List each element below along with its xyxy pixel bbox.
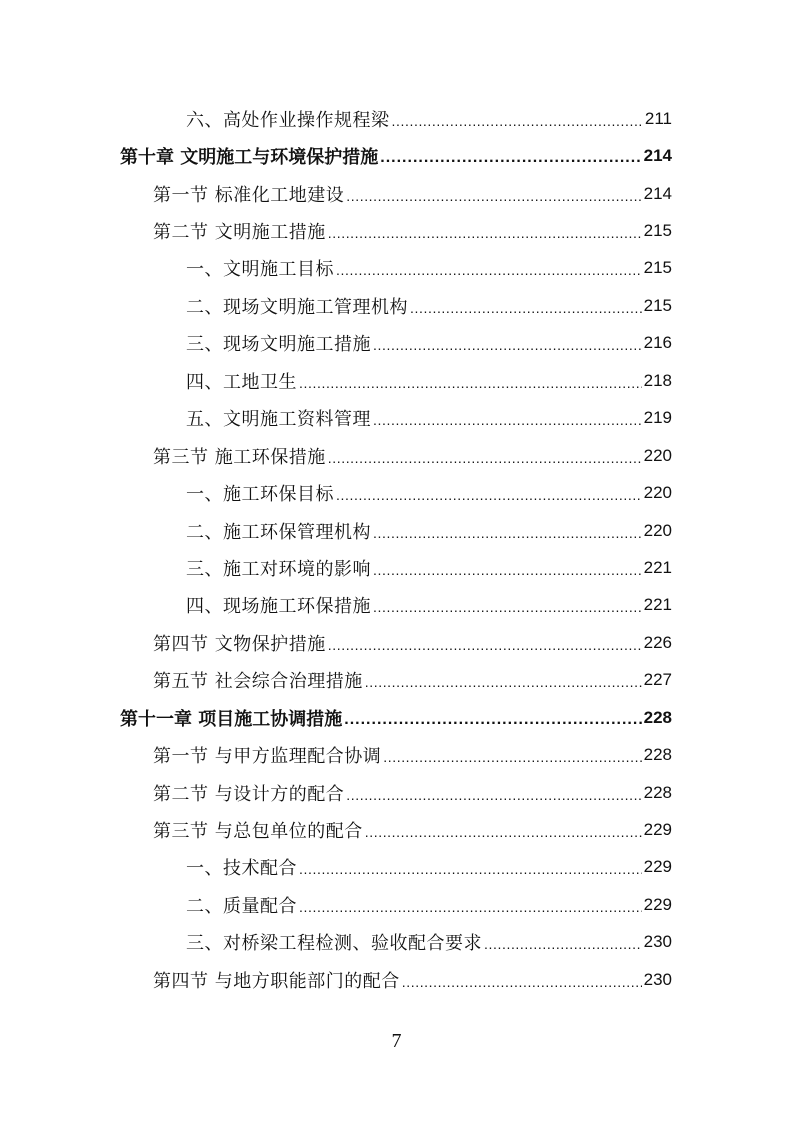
toc-dot-leader (373, 525, 642, 541)
toc-entry[interactable] (0, 325, 793, 362)
toc-entry-page: 215 (643, 221, 672, 241)
toc-entry-title: 二、质量配合 (186, 895, 297, 917)
toc-dot-leader (328, 637, 642, 653)
toc-dot-leader (346, 787, 641, 803)
toc-dot-leader (336, 487, 642, 503)
toc-dot-leader (373, 412, 642, 428)
toc-chapter-entry[interactable] (0, 137, 793, 174)
toc-entry-page: 226 (643, 632, 672, 652)
toc-entry-page: 227 (643, 670, 672, 690)
toc-entry[interactable] (0, 362, 793, 399)
toc-entry-title: 五、文明施工资料管理 (186, 409, 371, 431)
toc-entry-title: 三、对桥梁工程检测、验收配合要求 (186, 933, 482, 955)
table-of-contents (0, 100, 793, 999)
toc-entry-page: 229 (643, 820, 672, 840)
toc-entry-title: 一、技术配合 (186, 858, 297, 880)
toc-entry[interactable] (0, 250, 793, 287)
toc-entry-title: 第十章 文明施工与环境保护措施 (120, 147, 379, 169)
toc-dot-leader (336, 262, 642, 278)
toc-entry-page: 229 (643, 894, 672, 914)
toc-entry-page: 221 (643, 595, 672, 615)
toc-entry-title: 第三节 施工环保措施 (153, 446, 326, 468)
toc-entry-page: 215 (643, 258, 672, 278)
toc-entry-page: 214 (643, 183, 672, 203)
toc-section-entry[interactable] (0, 961, 793, 998)
toc-section-entry[interactable] (0, 736, 793, 773)
toc-entry-title: 四、现场施工环保措施 (186, 596, 371, 618)
toc-entry-page: 216 (643, 333, 672, 353)
toc-dot-leader (365, 824, 642, 840)
toc-dot-leader (365, 674, 642, 690)
toc-dot-leader (299, 861, 642, 877)
toc-section-entry[interactable] (0, 437, 793, 474)
toc-entry-page: 228 (643, 782, 672, 802)
toc-entry-title: 第五节 社会综合治理措施 (153, 671, 363, 693)
toc-entry-title: 二、施工环保管理机构 (186, 521, 371, 543)
toc-entry-page: 219 (643, 408, 672, 428)
toc-entry-title: 一、施工环保目标 (186, 484, 334, 506)
toc-entry-title: 第三节 与总包单位的配合 (153, 821, 363, 843)
toc-entry[interactable] (0, 549, 793, 586)
toc-entry-page: 230 (643, 932, 672, 952)
toc-dot-leader (373, 599, 642, 615)
toc-section-entry[interactable] (0, 212, 793, 249)
toc-entry-title: 第一节 与甲方监理配合协调 (153, 746, 382, 768)
toc-entry-page: 220 (643, 520, 672, 540)
toc-entry-title: 六、高处作业操作规程梁 (186, 109, 390, 131)
toc-dot-leader (410, 300, 642, 316)
toc-entry-page: 229 (643, 857, 672, 877)
toc-entry-title: 三、现场文明施工措施 (186, 334, 371, 356)
toc-entry-page: 218 (643, 370, 672, 390)
toc-entry-title: 第二节 与设计方的配合 (153, 783, 345, 805)
toc-dot-leader (299, 375, 642, 391)
toc-entry[interactable] (0, 287, 793, 324)
toc-entry[interactable] (0, 924, 793, 961)
toc-dot-leader (299, 899, 642, 915)
toc-entry-page: 211 (644, 108, 672, 128)
toc-dot-leader (392, 113, 643, 129)
toc-dot-leader (380, 149, 641, 167)
page-number: 7 (391, 1030, 402, 1052)
toc-entry-title: 第四节 与地方职能部门的配合 (153, 970, 400, 992)
toc-entry-title: 第二节 文明施工措施 (153, 222, 326, 244)
toc-section-entry[interactable] (0, 811, 793, 848)
toc-entry[interactable] (0, 100, 793, 137)
toc-dot-leader (328, 450, 642, 466)
toc-entry-title: 四、工地卫生 (186, 371, 297, 393)
toc-entry[interactable] (0, 587, 793, 624)
toc-entry-page: 221 (643, 557, 672, 577)
toc-entry-page: 228 (643, 707, 672, 727)
toc-entry-page: 215 (643, 295, 672, 315)
toc-section-entry[interactable] (0, 774, 793, 811)
toc-entry-title: 三、施工对环境的影响 (186, 558, 371, 580)
toc-entry[interactable] (0, 886, 793, 923)
toc-entry[interactable] (0, 400, 793, 437)
toc-entry[interactable] (0, 474, 793, 511)
toc-section-entry[interactable] (0, 662, 793, 699)
toc-entry-title: 二、现场文明施工管理机构 (186, 296, 408, 318)
toc-dot-leader (344, 711, 641, 729)
toc-dot-leader (373, 562, 642, 578)
toc-entry-page: 230 (643, 969, 672, 989)
toc-dot-leader (373, 337, 642, 353)
toc-dot-leader (328, 225, 642, 241)
toc-entry-title: 一、文明施工目标 (186, 259, 334, 281)
toc-entry-page: 214 (643, 146, 672, 166)
toc-entry-title: 第一节 标准化工地建设 (153, 184, 345, 206)
toc-section-entry[interactable] (0, 175, 793, 212)
toc-dot-leader (383, 749, 641, 765)
toc-section-entry[interactable] (0, 624, 793, 661)
toc-entry-page: 220 (643, 445, 672, 465)
toc-chapter-entry[interactable] (0, 699, 793, 736)
toc-dot-leader (402, 974, 642, 990)
toc-entry[interactable] (0, 849, 793, 886)
toc-entry-page: 228 (643, 745, 672, 765)
toc-dot-leader (484, 936, 642, 952)
toc-entry-title: 第四节 文物保护措施 (153, 633, 326, 655)
toc-entry-page: 220 (643, 483, 672, 503)
toc-entry-title: 第十一章 项目施工协调措施 (120, 708, 343, 730)
toc-entry[interactable] (0, 512, 793, 549)
toc-dot-leader (346, 188, 641, 204)
